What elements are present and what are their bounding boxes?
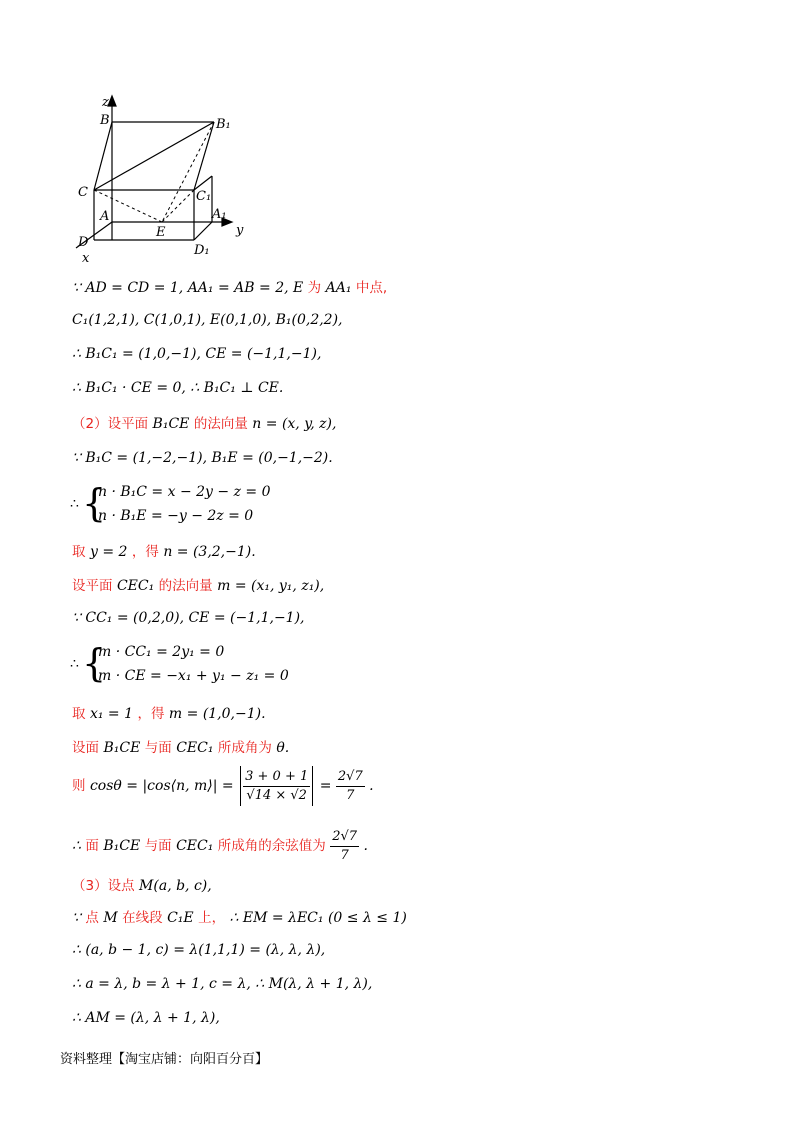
line-12: 则 cosθ = |cos⟨n, m⟩| = $\frac{3 + 0 + 1}{√14 \times √2}$ = $\frac{2√7}{7}$ .: [72, 766, 374, 816]
label-D: D: [78, 235, 89, 250]
line-16: ∴ (a, b − 1, c) = λ(1,1,1) = (λ, λ, λ),: [72, 942, 326, 958]
line-9: ∵ CC₁ = (0,2,0), CE = (−1,1,−1),: [72, 610, 305, 626]
label-x: x: [82, 251, 90, 266]
line-13: ∴ 面 B₁CE 与面 CEC₁ 所成角的余弦值为 $\frac{2√7}{7}$ .: [72, 828, 368, 863]
line-15: ∵ 点 M 在线段 C₁E 上， ∴ EM = λEC₁ (0 ≤ λ ≤ 1): [72, 910, 407, 926]
label-z: z: [102, 95, 109, 110]
line-11: 设面 B₁CE 与面 CEC₁ 所成角为 θ.: [72, 740, 290, 756]
label-A: A: [100, 209, 110, 224]
line-5: （2）设平面 B₁CE 的法向量 n = (x, y, z),: [72, 416, 337, 432]
line-1: ∵ AD = CD = 1, AA₁ = AB = 2, E 为 AA₁ 中点,: [72, 280, 388, 296]
line-17: ∴ a = λ, b = λ + 1, c = λ, ∴ M(λ, λ + 1, λ),: [72, 976, 373, 992]
geometry-figure: [66, 88, 266, 268]
footer-text: 资料整理【淘宝店铺：向阳百分百】: [60, 1052, 269, 1067]
label-E: E: [156, 225, 166, 240]
line-18: ∴ AM = (λ, λ + 1, λ),: [72, 1010, 220, 1026]
label-A1: A₁: [212, 207, 227, 222]
line-2: C₁(1,2,1), C(1,0,1), E(0,1,0), B₁(0,2,2),: [72, 312, 343, 328]
z-arrow: [108, 96, 116, 106]
line-6: ∵ B₁C = (1,−2,−1), B₁E = (0,−1,−2).: [72, 450, 333, 466]
prism-diagram: [66, 88, 266, 268]
label-B: B: [100, 113, 110, 128]
line-7: 取 y = 2 ，得 n = (3,2,−1).: [72, 544, 256, 560]
line-8: 设平面 CEC₁ 的法向量 m = (x₁, y₁, z₁),: [72, 578, 325, 594]
line-14: （3）设点 M(a, b, c),: [72, 878, 212, 894]
line-10: 取 x₁ = 1 ，得 m = (1,0,−1).: [72, 706, 266, 722]
label-C1: C₁: [196, 189, 212, 204]
line-4: ∴ B₁C₁ · CE = 0, ∴ B₁C₁ ⊥ CE.: [72, 380, 284, 396]
label-y: y: [236, 223, 244, 238]
line-3: ∴ B₁C₁ = (1,0,−1), CE = (−1,1,−1),: [72, 346, 322, 362]
label-C: C: [78, 185, 88, 200]
label-D1: D₁: [194, 243, 210, 258]
label-B1: B₁: [216, 117, 231, 132]
